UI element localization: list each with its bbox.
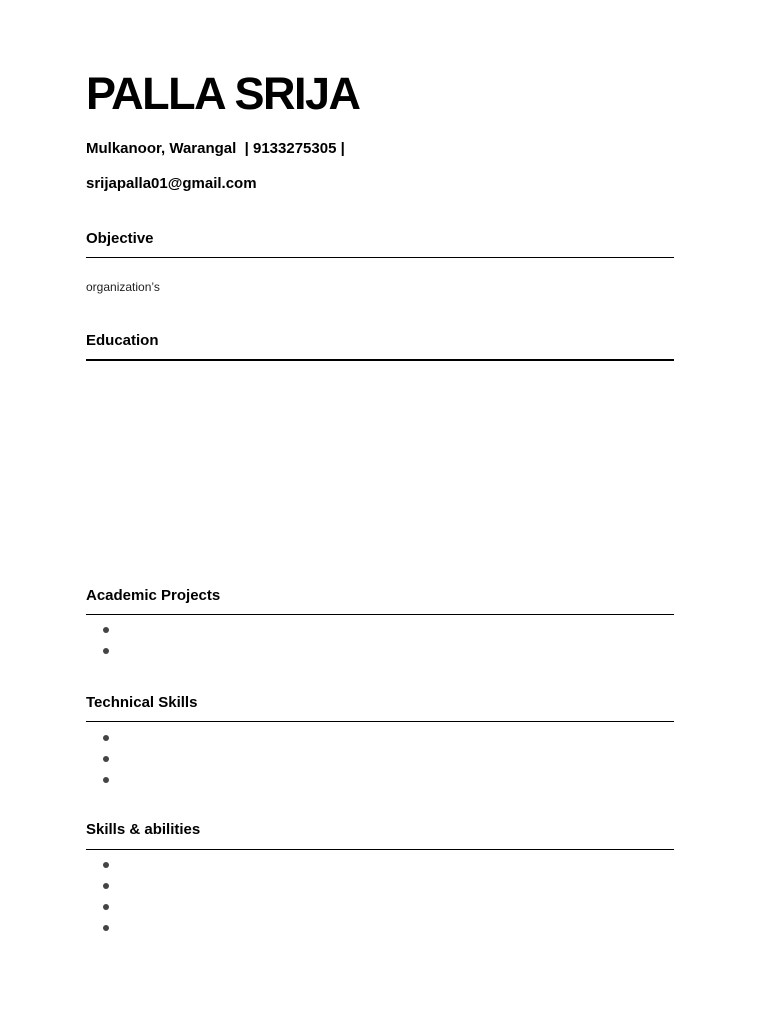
- skills-abilities-divider: [86, 849, 674, 850]
- list-item-bullet: [103, 648, 109, 654]
- objective-text: organization’s: [86, 280, 160, 294]
- list-item-bullet: [103, 862, 109, 868]
- contact-location-phone: Mulkanoor, Warangal | 9133275305 |: [86, 140, 345, 157]
- list-item-bullet: [103, 925, 109, 931]
- academic-projects-divider: [86, 614, 674, 615]
- academic-projects-heading: Academic Projects: [86, 587, 221, 604]
- contact-email: srijapalla01@gmail.com: [86, 175, 257, 192]
- list-item-bullet: [103, 883, 109, 889]
- skills-abilities-heading: Skills & abilities: [86, 821, 201, 838]
- technical-skills-heading: Technical Skills: [86, 694, 198, 711]
- technical-skills-divider: [86, 721, 674, 722]
- education-heading: Education: [86, 332, 159, 349]
- list-item-bullet: [103, 904, 109, 910]
- objective-divider: [86, 257, 674, 258]
- list-item-bullet: [103, 777, 109, 783]
- list-item-bullet: [103, 627, 109, 633]
- objective-heading: Objective: [86, 230, 154, 247]
- list-item-bullet: [103, 735, 109, 741]
- education-divider: [86, 359, 674, 361]
- list-item-bullet: [103, 756, 109, 762]
- candidate-name: PALLA SRIJA: [86, 68, 360, 119]
